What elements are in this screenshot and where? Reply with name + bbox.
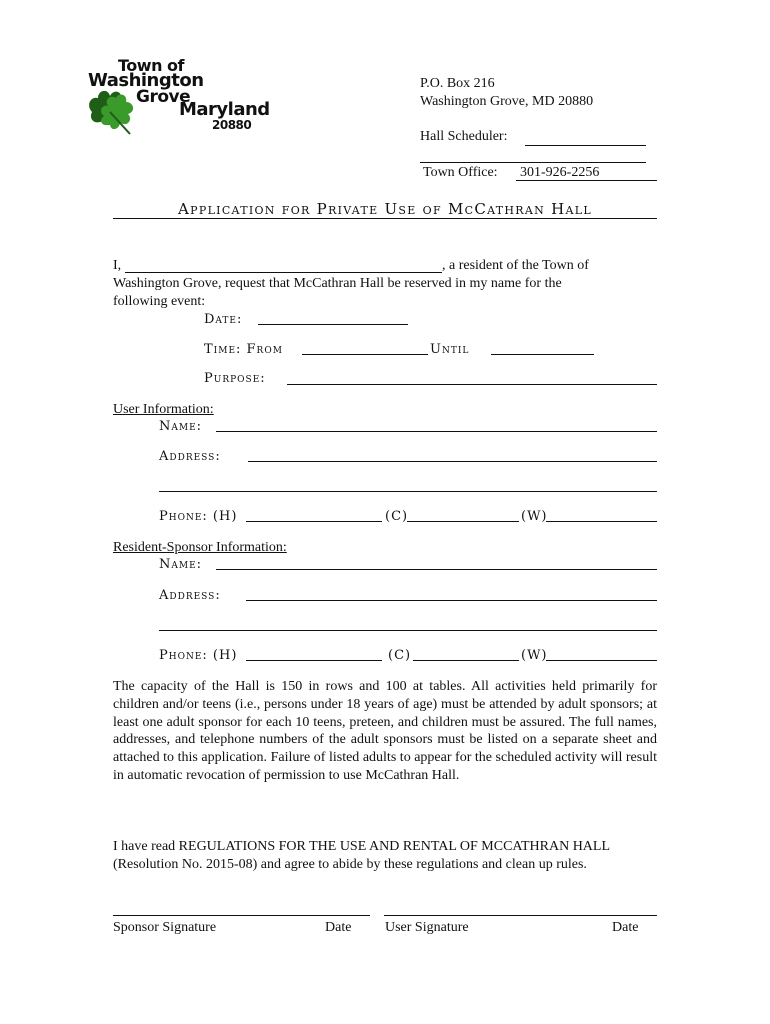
sponsor-date-label: Date xyxy=(325,920,352,935)
sponsor-phone-c-label: (C) xyxy=(388,648,412,663)
user-phone-c-field[interactable] xyxy=(407,521,519,522)
hall-scheduler-line-2[interactable] xyxy=(420,162,646,163)
user-phone-w-field[interactable] xyxy=(546,521,657,522)
page-title xyxy=(113,200,657,218)
user-phone-w-label: (W) xyxy=(521,509,548,524)
user-signature-label: User Signature xyxy=(385,920,469,935)
user-name-label: Name: xyxy=(159,419,203,434)
intro-line3: following event: xyxy=(113,294,206,309)
time-from-label: Time: From xyxy=(204,342,283,357)
sponsor-info-heading-text: Resident-Sponsor Information: xyxy=(113,540,287,555)
regulations-text: I have read REGULATIONS FOR THE USE AND RENTAL OF MCCATHRAN HALL (Resolution No. 2015-08) and agree to abide by these regulations and clean up rules. xyxy=(113,839,610,872)
sponsor-address-field[interactable] xyxy=(246,600,657,601)
sponsor-phone-c-field[interactable] xyxy=(413,660,519,661)
purpose-field[interactable] xyxy=(287,384,657,385)
sponsor-address-field-2[interactable] xyxy=(159,630,657,631)
intro-line2: Washington Grove, request that McCathran Hall be reserved in my name for the xyxy=(113,276,562,291)
until-field[interactable] xyxy=(491,354,594,355)
sponsor-phone-w-field[interactable] xyxy=(546,660,657,661)
capacity-paragraph xyxy=(113,678,657,785)
regulations-paragraph xyxy=(113,838,657,874)
logo-washington: Washington xyxy=(88,70,204,91)
logo-zip: 20880 xyxy=(212,118,252,132)
sponsor-phone-w-label: (W) xyxy=(521,648,548,663)
town-office-phone: 301-926-2256 xyxy=(520,165,600,180)
user-name-field[interactable] xyxy=(216,431,657,432)
logo-town-of: Town of xyxy=(118,56,184,75)
user-signature-line[interactable] xyxy=(384,915,657,916)
sponsor-signature-label: Sponsor Signature xyxy=(113,920,217,935)
address-line-1: P.O. Box 216 xyxy=(420,76,495,91)
capacity-text: The capacity of the Hall is 150 in rows and 100 at tables. All activities held primarily for children and/or teens (i.e., persons under 18 years of age) must be attended by adult sponsors; at least one adult sponsor for each 10 teens, preteen, and children must be assured. The full names, addresses, and telephone numbers of the adult sponsors must be listed on a separate sheet and attached to this application. Failure of listed adults to appear for the scheduled activity will result in automatic revocation of permission to use McCathran Hall. xyxy=(113,679,657,783)
user-info-heading: User Information: xyxy=(113,402,214,417)
hall-scheduler-line[interactable] xyxy=(525,145,646,146)
sponsor-info-heading xyxy=(113,540,287,556)
user-phone-h-field[interactable] xyxy=(246,521,382,522)
user-date-label: Date xyxy=(612,920,639,935)
date-field[interactable] xyxy=(258,324,408,325)
user-address-label: Address: xyxy=(159,449,221,464)
sponsor-signature-line[interactable] xyxy=(113,915,370,916)
title-underline xyxy=(113,218,657,219)
intro-line1-suffix: , a resident of the Town of xyxy=(442,258,589,273)
time-from-field[interactable] xyxy=(302,354,428,355)
town-office-underline xyxy=(516,180,657,181)
until-label: Until xyxy=(430,342,470,357)
purpose-label: Purpose: xyxy=(204,371,266,386)
logo-maryland: Maryland xyxy=(179,99,270,120)
address-line-2: Washington Grove, MD 20880 xyxy=(420,94,594,109)
town-logo xyxy=(84,56,270,142)
sponsor-phone-h-label: Phone: (H) xyxy=(159,648,238,663)
sponsor-phone-h-field[interactable] xyxy=(246,660,382,661)
user-phone-h-label: Phone: (H) xyxy=(159,509,238,524)
sponsor-address-label: Address: xyxy=(159,588,221,603)
user-address-field-2[interactable] xyxy=(159,491,657,492)
hall-scheduler-label: Hall Scheduler: xyxy=(420,129,508,144)
logo-grove: Grove xyxy=(136,87,191,107)
sponsor-name-field[interactable] xyxy=(216,569,657,570)
resident-name-field[interactable] xyxy=(125,272,442,273)
town-office-label: Town Office: xyxy=(423,165,498,180)
title-text: Application for Private Use of McCathran Hall xyxy=(178,200,592,218)
intro-prefix: I, xyxy=(113,258,122,273)
sponsor-name-label: Name: xyxy=(159,557,203,572)
date-label: Date: xyxy=(204,312,243,327)
user-phone-c-label: (C) xyxy=(385,509,409,524)
user-address-field[interactable] xyxy=(248,461,657,462)
